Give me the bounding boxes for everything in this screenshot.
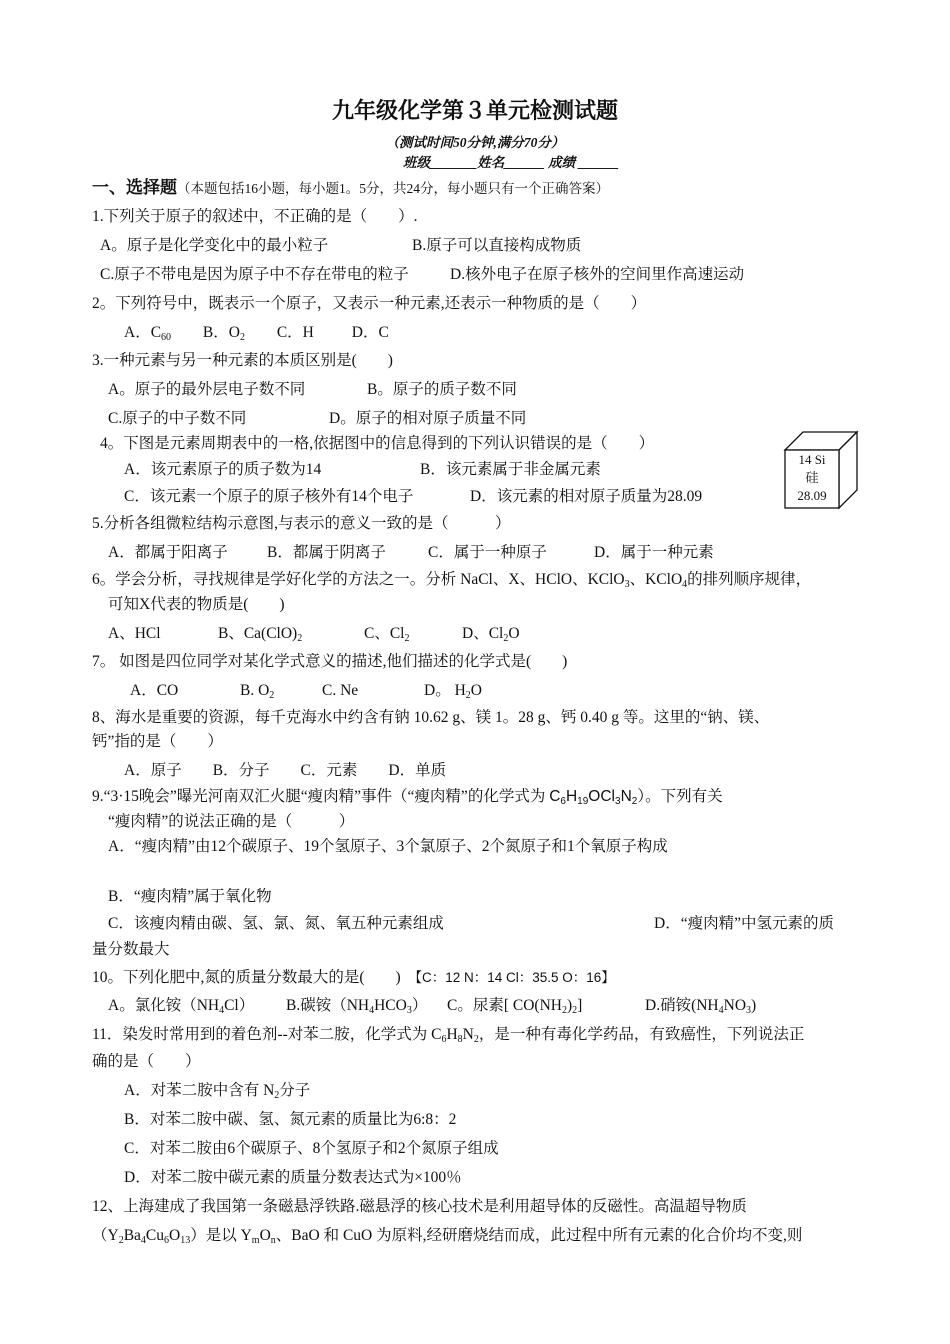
q11-stem-line-2: 确的是（ ） xyxy=(92,1053,201,1070)
q10-option-d: D.硝铵$(NH_4NO_3)$ xyxy=(645,997,757,1016)
q7-option-c: C. Ne xyxy=(322,682,359,699)
q4-stem: 4。下图是元素周期表中的一格,依据图中的信息得到的下列认识错误的是（ ） xyxy=(100,435,655,452)
q5-option-c: C．属于一种原子 xyxy=(428,544,547,561)
element-name: 硅 xyxy=(805,470,819,485)
q1-option-d: D.核外电子在原子核外的空间里作高速运动 xyxy=(450,266,745,283)
q4-option-b: B．该元素属于非金属元素 xyxy=(420,461,601,478)
element-number-symbol: 14 Si xyxy=(798,452,826,467)
q7-option-d: D。 $H_2O$ xyxy=(424,682,482,701)
q9-formula: $C_6H_{19}OCl_3N_2$ xyxy=(549,788,638,807)
q9-stem: 9.“3·15晚会”曝光河南双汇火腿“瘦肉精”事件（“瘦肉精”的化学式为 $C_6H_{19}OCl_3N_2$）。下列有关 xyxy=(92,788,723,807)
q11-option-b: B．对苯二胺中碳、氢、氮元素的质量比为6:8：2 xyxy=(124,1111,457,1128)
q10-option-a: A。氯化铵$(NH_4Cl)$ xyxy=(108,997,255,1016)
q9-option-a: A．“瘦肉精”由12个碳原子、19个氢原子、3个氯原子、2个氮原子和1个氧原子构成 xyxy=(108,838,668,855)
q8-stem-line-2: 钙”指的是（ ） xyxy=(92,733,223,750)
q2-option-d: D．C xyxy=(351,324,389,341)
q9-option-d-line-2: 量分数最大 xyxy=(92,941,170,958)
q9-option-c: C．该瘦肉精由碳、氢、氯、氮、氧五种元素组成 xyxy=(108,915,444,932)
q3-stem: 3.一种元素与另一种元素的本质区别是( ) xyxy=(92,352,393,369)
q3-option-a: A。原子的最外层电子数不同 xyxy=(108,381,306,398)
q6-stem-line-2: 可知X代表的物质是( ) xyxy=(108,596,285,613)
q5-option-b: B．都属于阴离子 xyxy=(267,544,386,561)
q3-option-c: C.原子的中子数不同 xyxy=(108,410,247,427)
q8-stem: 8、海水是重要的资源，每千克海水中约含有钠 10.62 g、镁 1。28 g、钙 0.40 g 等。这里的“钠、镁、 xyxy=(92,709,770,726)
q7-option-a: A．CO xyxy=(130,682,179,699)
section-note: （本题包括16小题，每小题1。5分，共24分，每小题只有一个正确答案） xyxy=(177,181,609,196)
q7-option-b: B. $O_2$ xyxy=(240,682,275,701)
q6-stem: 6。学会分析，寻找规律是学好化学的方法之一。分析 NaCl、X、HClO、KClO$_3$、KClO$_4$的排列顺序规律， xyxy=(92,571,812,590)
q6-option-c: C、$Cl_2$ xyxy=(364,625,410,644)
q4-option-a: A．该元素原子的质子数为14 xyxy=(124,461,322,478)
q3-option-b: B。原子的质子数不同 xyxy=(367,381,517,398)
student-info-line: 班级_______姓名______ 成绩 ______ xyxy=(403,155,619,170)
q2-option-c: C．H xyxy=(276,324,314,341)
q12-stem: 12、上海建成了我国第一条磁悬浮铁路.磁悬浮的核心技术是利用超导体的反磁性。高温超导物质 xyxy=(92,1198,747,1215)
q1-option-a: A。原子是化学变化中的最小粒子 xyxy=(100,237,329,254)
q6-option-b: B、$Ca(ClO)_2$ xyxy=(218,625,303,644)
q5-stem: 5.分析各组微粒结构示意图,与表示的意义一致的是（ ） xyxy=(92,515,511,532)
q5-option-a: A．都属于阳离子 xyxy=(108,544,228,561)
page-title: 九年级化学第３单元检测试题 xyxy=(331,98,618,123)
test-time-note: （测试时间50分钟,满分70分） xyxy=(385,135,565,150)
section-1-heading xyxy=(92,178,609,199)
q10-stem: 10。下列化肥中,氮的质量分数最大的是( ) 【C：12 N：14 Cl：35.5 O：16】 xyxy=(92,969,615,986)
q2-options: A．$C_{60}$ B．$O_2$ C．H D．C xyxy=(124,324,389,343)
element-mass: 28.09 xyxy=(797,488,827,503)
q4-option-d: D．该元素的相对原子质量为28.09 xyxy=(470,488,703,505)
q11-option-c: C．对苯二胺由6个碳原子、8个氢原子和2个氮原子组成 xyxy=(124,1140,499,1157)
q2-stem: 2。下列符号中，既表示一个原子，又表示一种元素,还表示一种物质的是（ ） xyxy=(92,295,647,312)
periodic-table-cell xyxy=(783,430,863,510)
q10-option-b: B.碳铵$(NH_4HCO_3)$ xyxy=(286,997,428,1016)
section-heading-text: 一、选择题 xyxy=(92,178,177,197)
q9-stem-line-2: “瘦肉精”的说法正确的是（ ） xyxy=(108,813,355,830)
q11-option-a: A．对苯二胺中含有 $N_2$分子 xyxy=(124,1082,311,1101)
q8-options: A．原子 B．分子 C．元素 D．单质 xyxy=(124,762,447,779)
q6-option-a: A、HCl xyxy=(108,625,161,642)
q1-stem: 1.下列关于原子的叙述中，不正确的是（ ）. xyxy=(92,208,418,225)
q9-option-b: B．“瘦肉精”属于氧化物 xyxy=(108,888,272,905)
q10-atomic-mass-hint: 【C：12 N：14 Cl：35.5 O：16】 xyxy=(408,970,615,985)
q1-option-b: B.原子可以直接构成物质 xyxy=(412,237,582,254)
q2-option-a: A．C xyxy=(124,324,162,341)
q4-option-c: C．该元素一个原子的原子核外有14个电子 xyxy=(124,488,414,505)
q7-stem: 7。 如图是四位同学对某化学式意义的描述,他们描述的化学式是( ) xyxy=(92,653,568,670)
q11-stem: 11．染发时常用到的着色剂--对苯二胺，化学式为 $C_6H_8N_2$，是一种有毒化学药品，有致癌性，下列说法正 xyxy=(92,1026,805,1045)
q1-option-c: C.原子不带电是因为原子中不存在带电的粒子 xyxy=(100,266,409,283)
q3-option-d: D。原子的相对原子质量不同 xyxy=(329,410,527,427)
q10-option-c: C。尿素[ $CO(NH_2)_2$] xyxy=(447,997,583,1016)
q5-option-d: D．属于一种元素 xyxy=(594,544,714,561)
q6-option-d: D、$Cl_2O$ xyxy=(462,625,520,644)
q11-option-d: D．对苯二胺中碳元素的质量分数表达式为×100％ xyxy=(124,1169,462,1186)
q12-stem-line-2: $(Y_2Ba_4Cu_6O_{13})$是以 $Y_mO_n$、BaO 和 CuO 为原料,经研磨烧结而成，此过程中所有元素的化合价均不变,则 xyxy=(92,1227,803,1246)
q2-option-b: B．O xyxy=(202,324,240,341)
q9-option-d: D．“瘦肉精”中氢元素的质 xyxy=(654,915,834,932)
